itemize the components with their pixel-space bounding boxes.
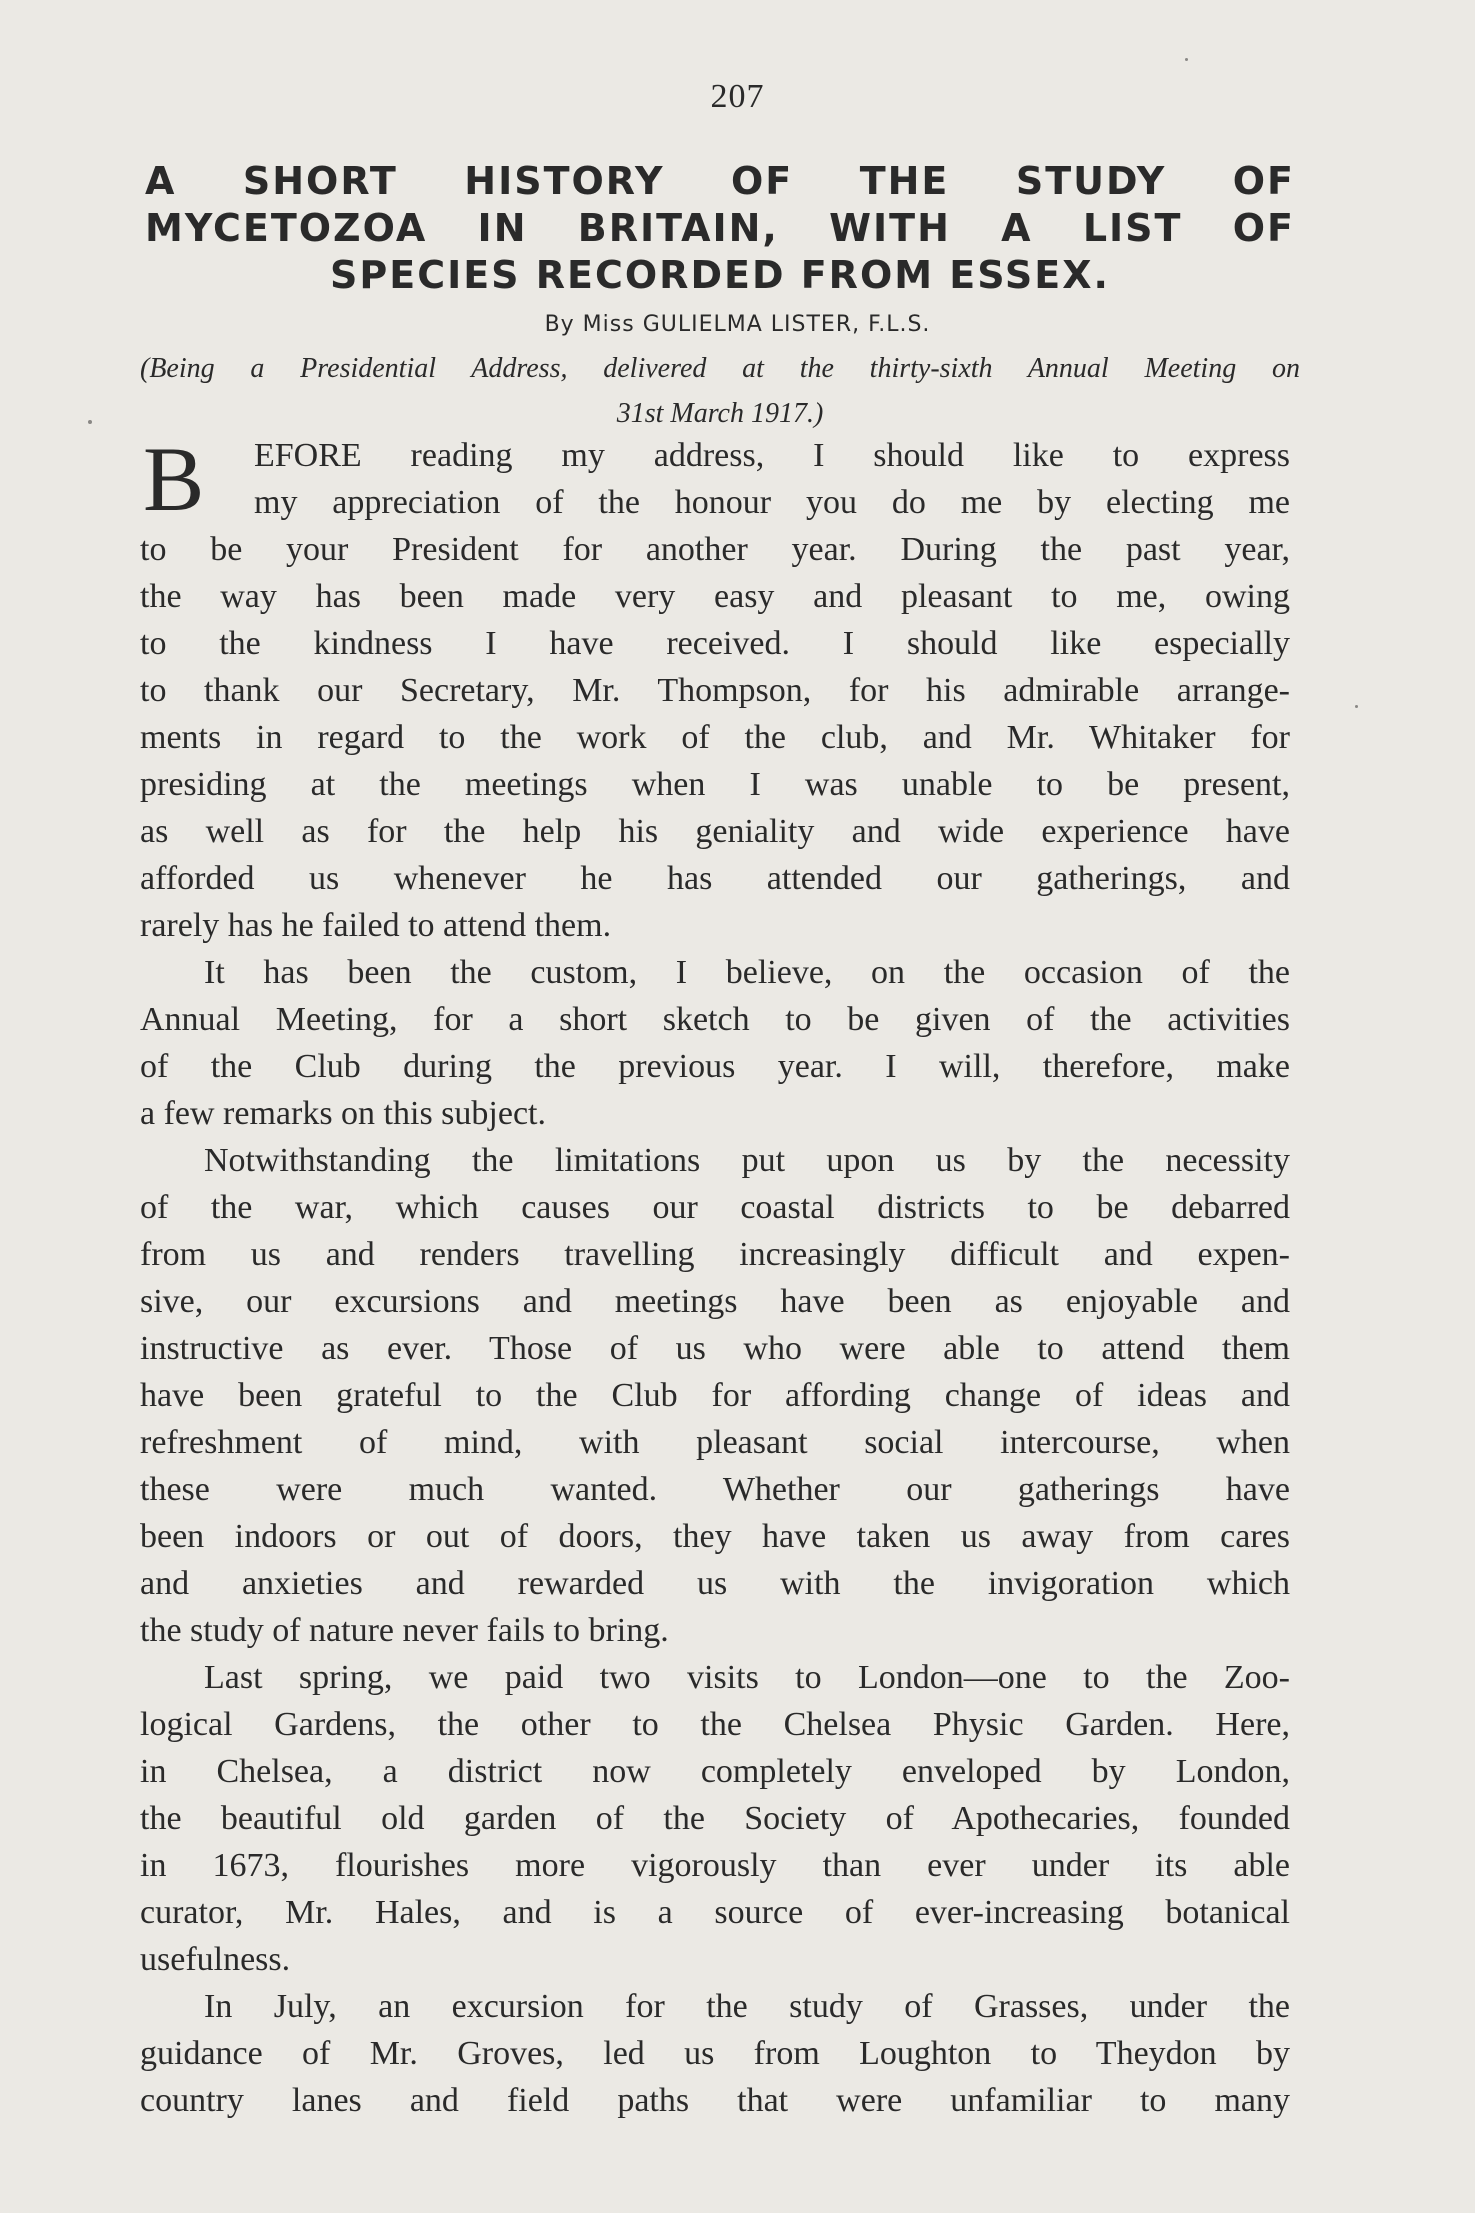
note-line: 31st March 1917.) (616, 398, 824, 429)
address-note (140, 346, 1300, 436)
text-line: In July, an excursion for the study of Grasses, under the (204, 1988, 1290, 2025)
text-line: the study of nature never fails to bring. (140, 1612, 669, 1649)
text-line: guidance of Mr. Groves, led us from Loughton to Theydon by (140, 2035, 1290, 2072)
author-byline: By Miss GULIELMA LISTER, F.L.S. (544, 312, 931, 337)
text-line: presiding at the meetings when I was unable to be present, (140, 766, 1290, 803)
scan-speck (1185, 58, 1188, 61)
text-line: country lanes and field paths that were unfamiliar to many (140, 2082, 1290, 2119)
text-line: in 1673, flourishes more vigorously than ever under its able (140, 1847, 1290, 1884)
text-line: in Chelsea, a district now completely enveloped by London, (140, 1753, 1290, 1790)
text-line: have been grateful to the Club for affording change of ideas and (140, 1377, 1290, 1414)
title-line: MYCETOZOA IN BRITAIN, WITH A LIST OF (145, 206, 1295, 250)
text-line: sive, our excursions and meetings have been as enjoyable and (140, 1283, 1290, 1320)
text-line: usefulness. (140, 1941, 291, 1978)
scan-speck (1355, 705, 1358, 708)
text-line: Notwithstanding the limitations put upon us by the necessity (204, 1142, 1290, 1179)
text-line: a few remarks on this subject. (140, 1095, 546, 1132)
text-line: ments in regard to the work of the club, and Mr. Whitaker for (140, 719, 1290, 756)
text-line: It has been the custom, I believe, on the occasion of the (204, 954, 1290, 991)
body-text (140, 428, 1290, 2124)
title-line: A SHORT HISTORY OF THE STUDY OF (145, 159, 1295, 203)
title-line: SPECIES RECORDED FROM ESSEX. (330, 253, 1110, 297)
scan-speck (88, 420, 92, 424)
text-line: Annual Meeting, for a short sketch to be given of the activities (140, 1001, 1290, 1038)
text-line: to the kindness I have received. I should like especially (140, 625, 1290, 662)
text-line: curator, Mr. Hales, and is a source of ever-increasing botanical (140, 1894, 1290, 1931)
text-line: and anxieties and rewarded us with the invigoration which (140, 1565, 1290, 1602)
text-line: from us and renders travelling increasingly difficult and expen- (140, 1236, 1290, 1273)
text-line: the beautiful old garden of the Society of Apothecaries, founded (140, 1800, 1290, 1837)
text-line: of the war, which causes our coastal districts to be debarred (140, 1189, 1290, 1226)
text-line: the way has been made very easy and pleasant to me, owing (140, 578, 1290, 615)
text-line: instructive as ever. Those of us who were able to attend them (140, 1330, 1290, 1367)
text-line: my appreciation of the honour you do me by electing me (254, 484, 1290, 521)
text-line: Last spring, we paid two visits to London—one to the Zoo- (204, 1659, 1290, 1696)
article-title (145, 158, 1295, 299)
text-line: afforded us whenever he has attended our gatherings, and (140, 860, 1290, 897)
note-line: (Being a Presidential Address, delivered at the thirty-sixth Annual Meeting on (140, 353, 1300, 384)
text-line: to thank our Secretary, Mr. Thompson, for his admirable arrange- (140, 672, 1290, 709)
text-line: these were much wanted. Whether our gatherings have (140, 1471, 1290, 1508)
text-line: rarely has he failed to attend them. (140, 907, 612, 944)
drop-cap: B (143, 428, 205, 530)
text-line: refreshment of mind, with pleasant social intercourse, when (140, 1424, 1290, 1461)
text-line: of the Club during the previous year. I will, therefore, make (140, 1048, 1290, 1085)
text-line: logical Gardens, the other to the Chelsea Physic Garden. Here, (140, 1706, 1290, 1743)
page-number: 207 (710, 78, 765, 115)
text-line: been indoors or out of doors, they have taken us away from cares (140, 1518, 1290, 1555)
text-line: EFORE reading my address, I should like to express (254, 437, 1290, 474)
text-line: to be your President for another year. During the past year, (140, 531, 1290, 568)
text-line: as well as for the help his geniality and wide experience have (140, 813, 1290, 850)
